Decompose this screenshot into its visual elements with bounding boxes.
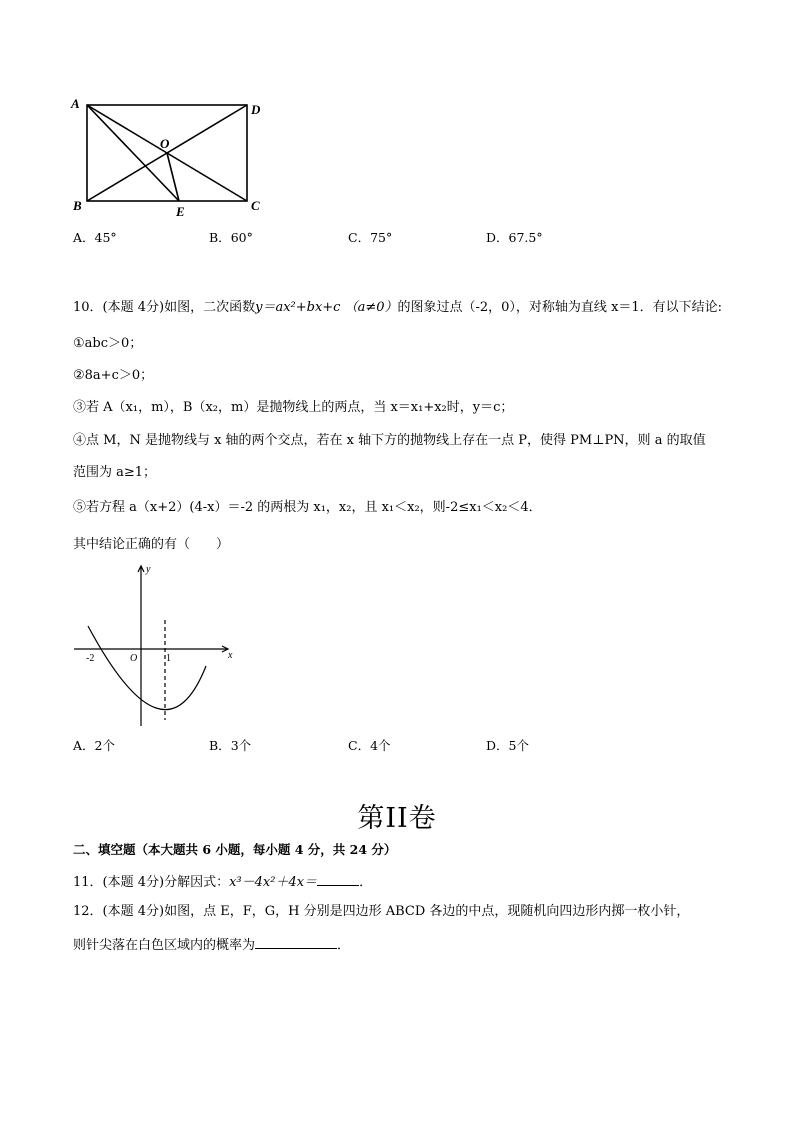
q10-item-2: ②8a+c＞0；: [73, 368, 154, 383]
label-c: C: [251, 198, 260, 213]
part2-title: 第II卷: [357, 803, 437, 834]
label-d: D: [251, 102, 261, 117]
segment-ae: [87, 105, 179, 201]
q10-option-c[interactable]: C．4个: [348, 738, 391, 753]
q9-option-b[interactable]: B．60°: [209, 230, 253, 245]
q9-option-c[interactable]: C．75°: [348, 230, 393, 245]
section-heading: 二、填空题（本大题共 6 小题，每小题 4 分，共 24 分）: [73, 842, 397, 857]
y-label: y: [146, 564, 151, 575]
q10-item-1: ①abc＞0；: [73, 336, 143, 351]
q10-item-4: ④点 M，N 是抛物线与 x 轴的两个交点，若在 x 轴下方的抛物线上存在一点 P，使得 PM⊥PN，则 a 的取值: [73, 433, 706, 448]
q10-item-3: ③若 A（x₁，m），B（x₂，m）是抛物线上的两点，当 x＝x₁+x₂时，y＝c；: [73, 400, 514, 415]
x-label: x: [228, 650, 233, 661]
q10-parabola-graph: [70, 560, 240, 730]
one-label: 1: [166, 653, 171, 664]
q10-option-b[interactable]: B．3个: [209, 738, 252, 753]
q9-rectangle-figure: [60, 92, 280, 222]
q9-option-a[interactable]: A．45°: [73, 230, 117, 245]
q12-line-2: 则针尖落在白色区域内的概率为 ．: [73, 934, 350, 956]
label-a: A: [71, 96, 80, 111]
parabola-curve: [88, 626, 206, 710]
q12-line-1: 12．(本题 4分)如图，点 E，F，G，H 分别是四边形 ABCD 各边的中点，现随机向四边形内掷一枚小针，: [73, 904, 690, 919]
q11-answer-blank[interactable]: [317, 871, 359, 886]
origin-label: O: [130, 653, 138, 664]
label-b: B: [73, 198, 82, 213]
neg2-label: -2: [86, 653, 95, 664]
q10-item-5: ⑤若方程 a（x+2）(4-x）＝-2 的两根为 x₁，x₂，且 x₁＜x₂，则-2≤x₁＜x₂＜4．: [73, 500, 542, 515]
q10-stem: 10．(本题 4分)如图，二次函数y＝ax²+bx+c （a≠0）的图象过点（-2，0），对称轴为直线 x＝1．有以下结论:: [73, 300, 723, 315]
q9-option-d[interactable]: D．67.5°: [486, 230, 543, 245]
q12-answer-blank[interactable]: [255, 934, 337, 949]
q10-option-d[interactable]: D．5个: [486, 738, 529, 753]
label-o: O: [160, 136, 170, 151]
label-e: E: [176, 204, 185, 219]
q10-option-a[interactable]: A．2个: [73, 738, 115, 753]
q11: 11．(本题 4分)分解因式：x³－4x²＋4x＝ ．: [73, 871, 372, 893]
q10-question: 其中结论正确的有（ ）: [73, 537, 230, 552]
q10-item-4-cont: 范围为 a≥1；: [73, 465, 157, 480]
